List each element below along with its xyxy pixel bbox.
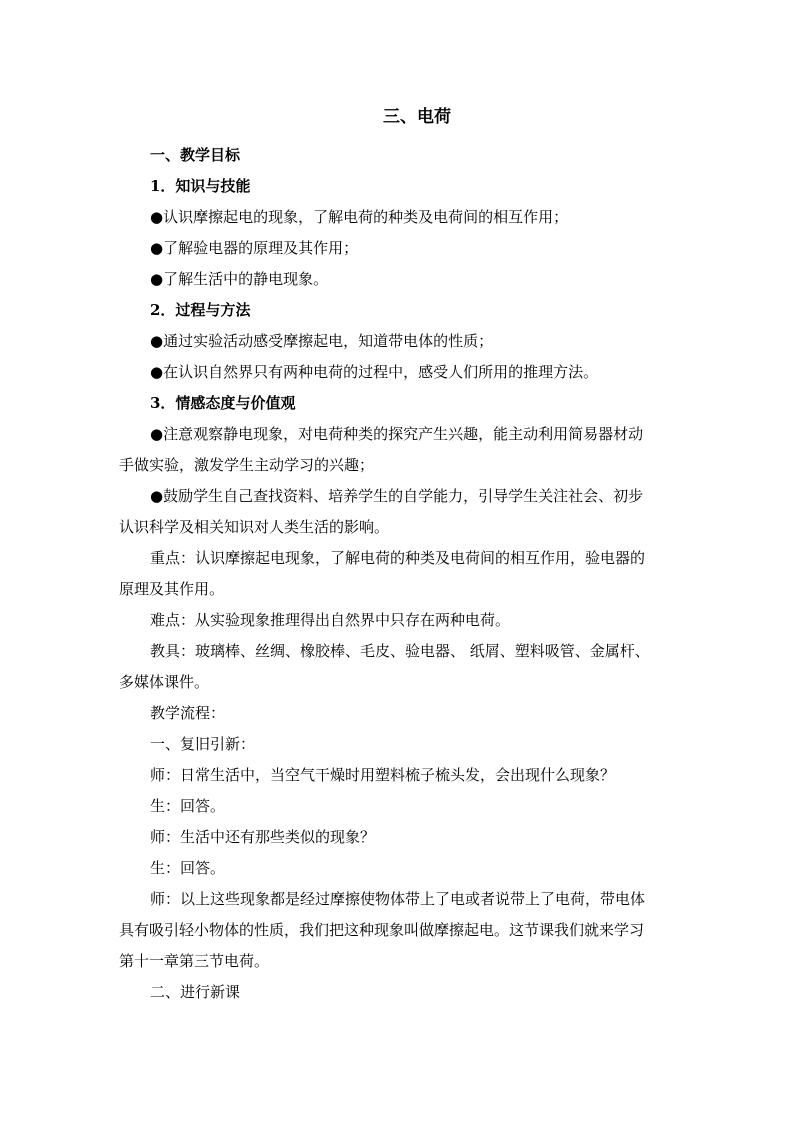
- text-line: 师：生活中还有那些类似的现象？: [150, 828, 376, 846]
- text-line: 多媒体课件。: [119, 673, 210, 691]
- text-line: 二、进行新课: [150, 983, 241, 1001]
- text-line: ●鼓励学生自己查找资料、培养学生的自学能力，引导学生关注社会、初步: [150, 487, 644, 505]
- text-line: 教学流程：: [150, 704, 226, 722]
- text-line: 手做实验，激发学生主动学习的兴趣；: [119, 456, 375, 474]
- text-line: 认识科学及相关知识对人类生活的影响。: [119, 518, 390, 536]
- text-line: ●在认识自然界只有两种电荷的过程中，感受人们所用的推理方法。: [150, 363, 599, 381]
- text-line: ●认识摩擦起电的现象，了解电荷的种类及电荷间的相互作用；: [150, 208, 569, 226]
- section-heading: 2．过程与方法: [150, 301, 251, 319]
- text-line: 难点：从实验现象推理得出自然界中只存在两种电荷。: [150, 611, 511, 629]
- text-line: 一、复旧引新：: [150, 735, 256, 753]
- text-line: ●注意观察静电现象，对电荷种类的探究产生兴趣，能主动利用简易器材动: [150, 425, 644, 443]
- text-line: 师：以上这些现象都是经过摩擦使物体带上了电或者说带上了电荷，带电体: [150, 890, 646, 908]
- text-line: ●了解生活中的静电现象。: [150, 270, 329, 288]
- text-line: 生：回答。: [150, 797, 226, 815]
- document-title: 三、电荷: [383, 107, 451, 127]
- document-body: [119, 140, 679, 1008]
- text-line: 重点：认识摩擦起电现象，了解电荷的种类及电荷间的相互作用，验电器的: [150, 549, 646, 567]
- text-line: 具有吸引轻小物体的性质，我们把这种现象叫做摩擦起电。这节课我们就来学习: [119, 921, 645, 939]
- text-line: ●了解验电器的原理及其作用；: [150, 239, 359, 257]
- text-line: 第十一章第三节电荷。: [119, 952, 270, 970]
- section-heading: 1．知识与技能: [150, 177, 251, 195]
- section-heading: 3．情感态度与价值观: [150, 394, 296, 412]
- text-line: ●通过实验活动感受摩擦起电，知道带电体的性质；: [150, 332, 494, 350]
- text-line: 师：日常生活中，当空气干燥时用塑料梳子梳头发，会出现什么现象？: [150, 766, 616, 784]
- text-line: 教具：玻璃棒、丝绸、橡胶棒、毛皮、验电器、 纸屑、塑料吸管、金属杆、: [150, 642, 650, 660]
- text-line: 生：回答。: [150, 859, 226, 877]
- text-line: 原理及其作用。: [119, 580, 225, 598]
- section-heading: 一、教学目标: [150, 146, 241, 164]
